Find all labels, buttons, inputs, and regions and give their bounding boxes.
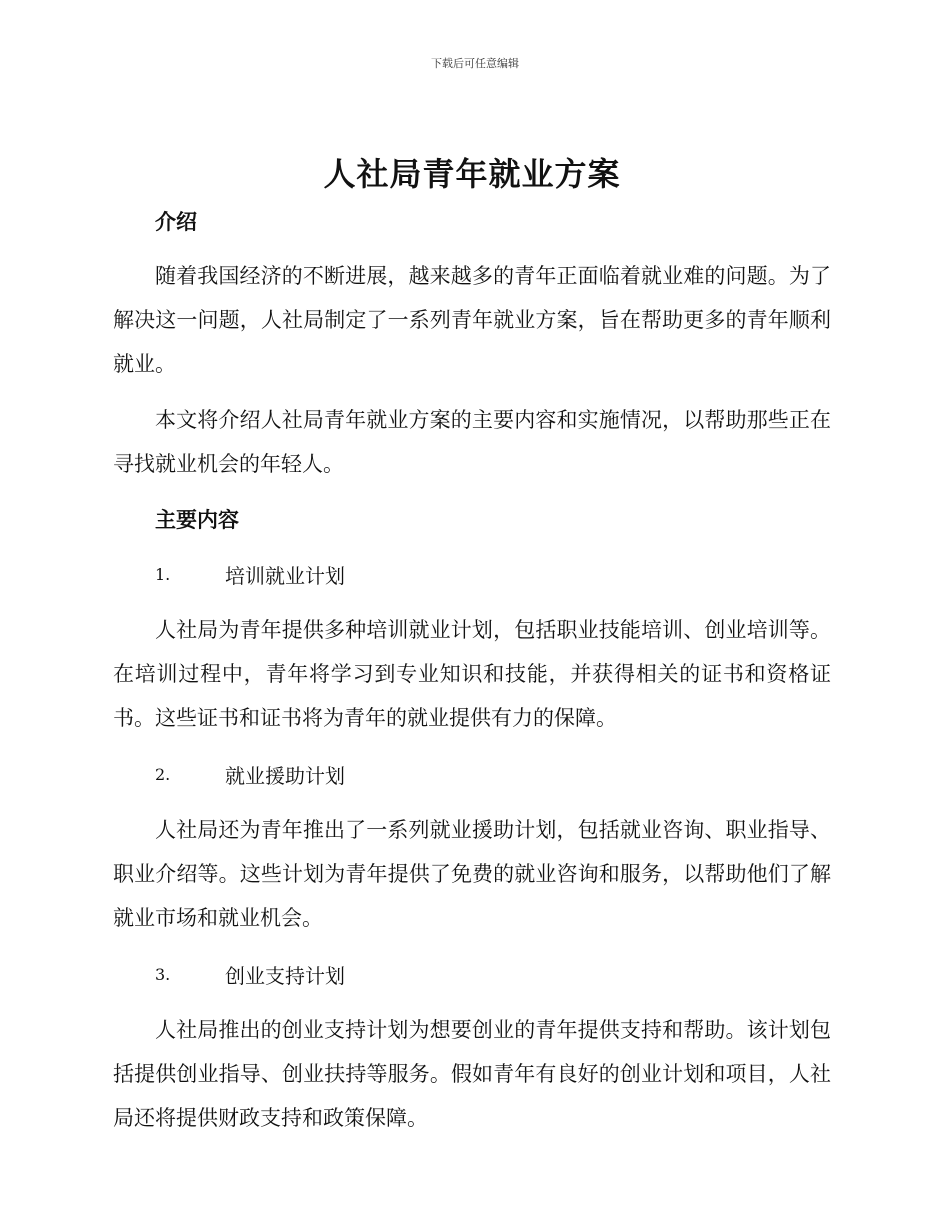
list-item-heading-3 [113,952,831,996]
intro-paragraph-1: 随着我国经济的不断进展，越来越多的青年正面临着就业难的问题。为了解决这一问题，人社局制定了一系列青年就业方案，旨在帮助更多的青年顺利就业。 [113,264,831,376]
document-title: 人社局青年就业方案 [323,155,621,193]
spacer [113,996,831,1008]
spacer [113,940,831,952]
intro-paragraph-2: 本文将介绍人社局青年就业方案的主要内容和实施情况，以帮助那些正在寻找就业机会的年轻人。 [113,408,831,476]
list-item-paragraph-2: 人社局还为青年推出了一系列就业援助计划，包括就业咨询、职业指导、职业介绍等。这些计划为青年提供了免费的就业咨询和服务，以帮助他们了解就业市场和就业机会。 [113,818,831,930]
header-note: 下载后可任意编辑 [431,57,519,70]
intro-heading: 介绍 [155,210,197,234]
list-item-heading-1 [113,552,831,596]
list-number: 2. [155,764,171,784]
list-number: 3. [155,964,171,984]
list-number: 1. [155,564,171,584]
main-content-heading: 主要内容 [155,508,239,532]
spacer [113,244,831,254]
list-item-heading-2 [113,752,831,796]
list-item-paragraph-3: 人社局推出的创业支持计划为想要创业的青年提供支持和帮助。该计划包括提供创业指导、创业扶持等服务。假如青年有良好的创业计划和项目，人社局还将提供财政支持和政策保障。 [113,1018,831,1130]
list-item-paragraph-1: 人社局为青年提供多种培训就业计划，包括职业技能培训、创业培训等。在培训过程中，青年将学习到专业知识和技能，并获得相关的证书和资格证书。这些证书和证书将为青年的就业提供有力的保障。 [113,618,831,730]
spacer [113,740,831,752]
spacer [113,386,831,398]
spacer [113,596,831,608]
list-title: 就业援助计划 [225,763,345,788]
spacer [113,486,831,498]
list-title: 创业支持计划 [225,963,345,988]
spacer [113,796,831,808]
spacer [113,542,831,552]
list-title: 培训就业计划 [225,563,345,588]
document-body [113,148,831,1140]
